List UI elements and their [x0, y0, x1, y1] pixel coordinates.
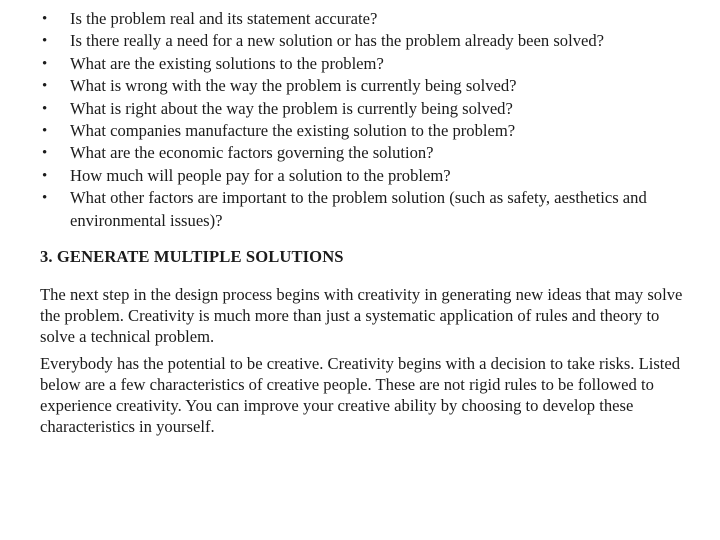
- bullet-icon: •: [42, 78, 48, 95]
- question-text: What is wrong with the way the problem is currently being solved?: [70, 76, 517, 96]
- bullet-icon: •: [42, 100, 48, 117]
- list-item: [40, 120, 690, 142]
- question-text: What other factors are important to the problem solution (such as safety, aesthetics and environmental issues)?: [70, 188, 647, 230]
- list-item: [40, 187, 690, 232]
- paragraph-creative-potential: Everybody has the potential to be creative. Creativity begins with a decision to take risks. Listed below are a few characteristics of creative people. These are not rigid rules to be followed to experience creativity. You can improve your creative ability by choosing to develop these characteristics in yourself.: [40, 354, 681, 437]
- question-text: What are the economic factors governing the solution?: [70, 143, 434, 163]
- bullet-icon: •: [42, 167, 48, 184]
- bullet-icon: •: [42, 55, 48, 72]
- section-heading: 3. GENERATE MULTIPLE SOLUTIONS: [40, 247, 344, 267]
- list-item: [40, 98, 690, 120]
- list-item: [40, 165, 690, 187]
- question-text: How much will people pay for a solution to the problem?: [70, 165, 451, 185]
- list-item: [40, 142, 690, 164]
- bullet-icon: •: [42, 123, 48, 140]
- list-item: [40, 30, 690, 52]
- question-text: Is the problem real and its statement accurate?: [70, 9, 378, 28]
- bullet-icon: •: [42, 11, 48, 27]
- list-item: [40, 8, 690, 30]
- list-item: [40, 53, 690, 75]
- question-text: What companies manufacture the existing solution to the problem?: [70, 121, 516, 141]
- question-text: What are the existing solutions to the problem?: [70, 53, 384, 73]
- question-text: What is right about the way the problem is currently being solved?: [70, 98, 513, 118]
- bullet-icon: •: [42, 145, 48, 162]
- bullet-icon: •: [42, 33, 48, 50]
- bullet-icon: •: [42, 190, 48, 207]
- list-item: [40, 75, 690, 97]
- question-list: [40, 8, 690, 232]
- paragraph-creativity-intro: The next step in the design process begins with creativity in generating new ideas that may solve the problem. Creativity is much more than just a systematic application of rules and theory to solve a technical problem.: [40, 285, 683, 347]
- question-text: Is there really a need for a new solution or has the problem already been solved?: [70, 31, 605, 51]
